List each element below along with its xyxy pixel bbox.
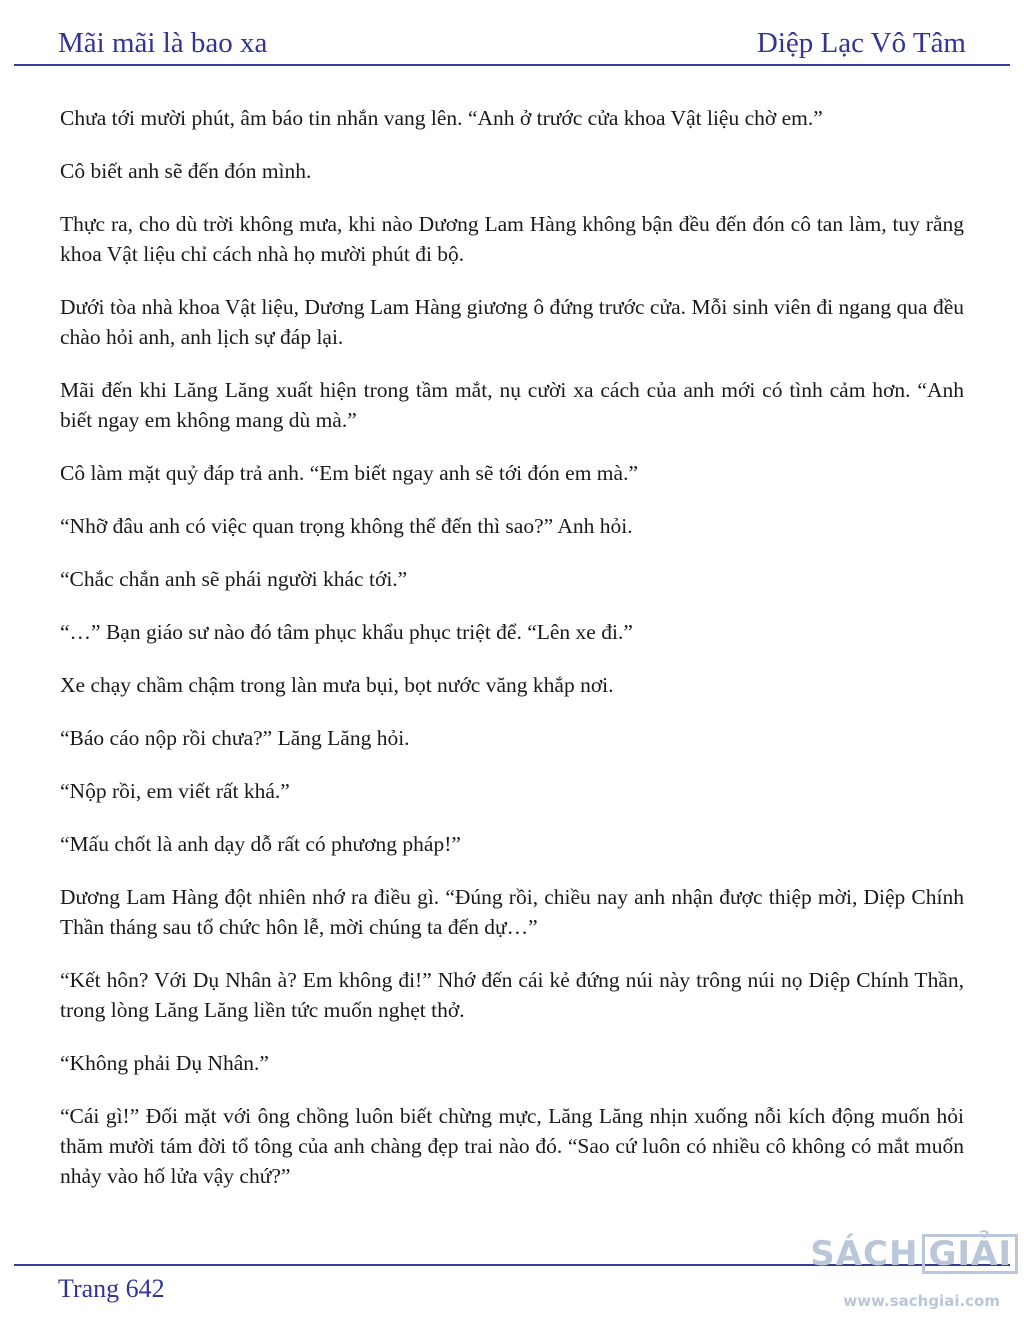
paragraph: “Mấu chốt là anh dạy dỗ rất có phương pháp!”	[60, 832, 461, 856]
paragraph: Dương Lam Hàng đột nhiên nhớ ra điều gì. “Đúng rồi, chiều nay anh nhận được thiệp mời, Diệp Chính Thần tháng sau tổ chức hôn lễ, mời chúng ta đến dự…”	[60, 885, 964, 939]
paragraph: “Chắc chắn anh sẽ phái người khác tới.”	[60, 567, 408, 591]
paragraph: Dưới tòa nhà khoa Vật liệu, Dương Lam Hàng giương ô đứng trước cửa. Mỗi sinh viên đi ngang qua đều chào hỏi anh, anh lịch sự đáp lại.	[60, 295, 964, 349]
paragraph: Chưa tới mười phút, âm báo tin nhắn vang lên. “Anh ở trước cửa khoa Vật liệu chờ em.”	[60, 106, 823, 130]
page-number: Trang 642	[58, 1274, 165, 1303]
paragraph: “Báo cáo nộp rồi chưa?” Lăng Lăng hỏi.	[60, 726, 410, 750]
paragraph: “Kết hôn? Với Dụ Nhân à? Em không đi!” Nhớ đến cái kẻ đứng núi này trông núi nọ Diệp Chính Thần, trong lòng Lăng Lăng liền tức muốn nghẹt thở.	[60, 968, 964, 1022]
watermark-logo	[810, 1234, 1018, 1274]
paragraph: Cô biết anh sẽ đến đón mình.	[60, 159, 312, 183]
header-divider	[14, 64, 1010, 66]
watermark-logo-boxed-text: GIẢI	[922, 1234, 1018, 1274]
paragraph: Mãi đến khi Lăng Lăng xuất hiện trong tầm mắt, nụ cười xa cách của anh mới có tình cảm hơn. “Anh biết ngay em không mang dù mà.”	[60, 378, 964, 432]
watermark-url: www.sachgiai.com	[843, 1292, 1000, 1310]
paragraph: Cô làm mặt quỷ đáp trả anh. “Em biết ngay anh sẽ tới đón em mà.”	[60, 461, 638, 485]
watermark-logo-text: SÁCH	[810, 1234, 919, 1274]
paragraph: Thực ra, cho dù trời không mưa, khi nào Dương Lam Hàng không bận đều đến đón cô tan làm, tuy rằng khoa Vật liệu chỉ cách nhà họ mười phút đi bộ.	[60, 212, 964, 266]
author-name: Diệp Lạc Vô Tâm	[756, 27, 966, 59]
book-title: Mãi mãi là bao xa	[58, 27, 268, 59]
page-header	[58, 22, 966, 66]
paragraph: “…” Bạn giáo sư nào đó tâm phục khẩu phục triệt để. “Lên xe đi.”	[60, 620, 633, 644]
paragraph: “Cái gì!” Đối mặt với ông chồng luôn biết chừng mực, Lăng Lăng nhịn xuống nỗi kích động muốn hỏi thăm mười tám đời tổ tông của anh chàng đẹp trai nào đó. “Sao cứ luôn có nhiều cô không có mắt muốn nhảy vào hố lửa vậy chứ?”	[60, 1104, 964, 1188]
paragraph: “Nộp rồi, em viết rất khá.”	[60, 779, 290, 803]
paragraph: Xe chạy chầm chậm trong làn mưa bụi, bọt nước văng khắp nơi.	[60, 673, 614, 697]
watermark	[810, 1226, 1018, 1318]
page-body	[60, 103, 964, 1214]
paragraph: “Nhỡ đâu anh có việc quan trọng không thể đến thì sao?” Anh hỏi.	[60, 514, 633, 538]
paragraph: “Không phải Dụ Nhân.”	[60, 1051, 269, 1075]
